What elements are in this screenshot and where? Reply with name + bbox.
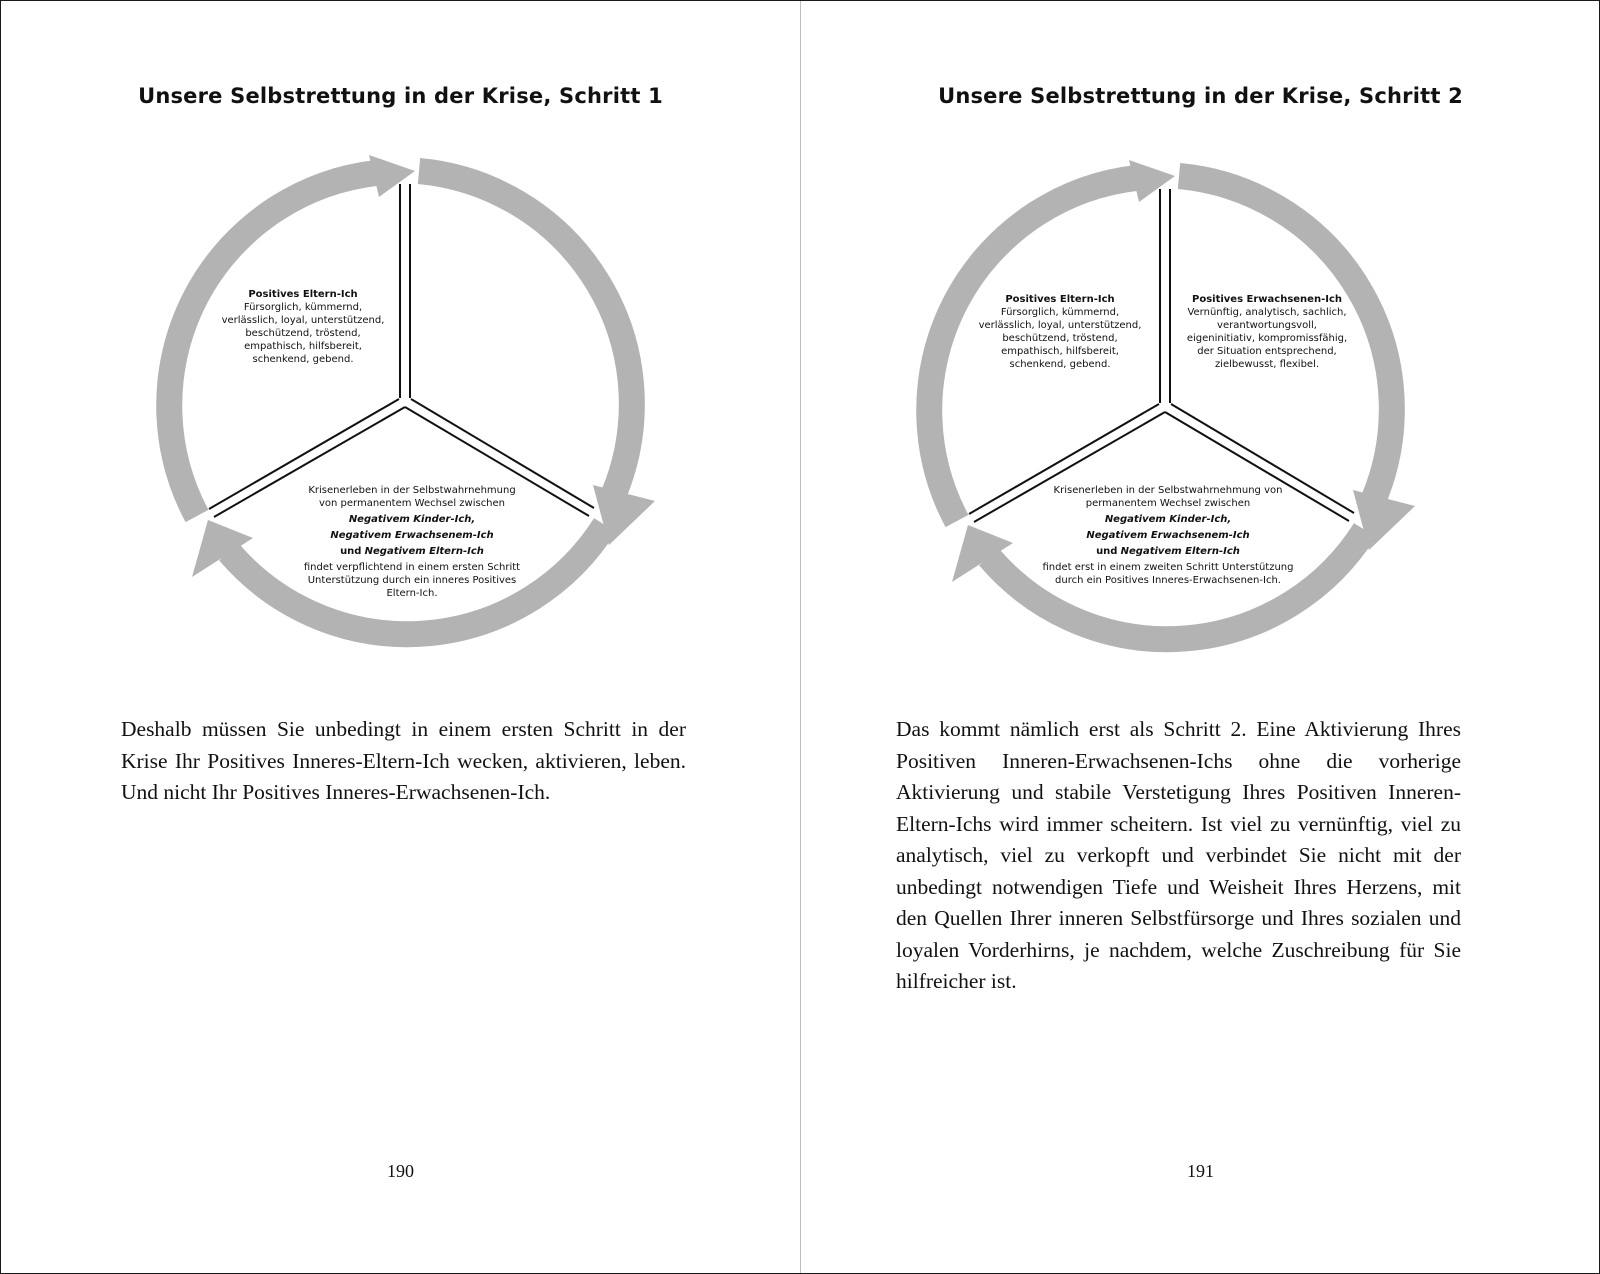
diagram-heading: Unsere Selbstrettung in der Krise, Schritt 2	[938, 84, 1463, 108]
page-number: 191	[1187, 1161, 1214, 1181]
body-paragraph: Das kommt nämlich erst als Schritt 2. Eine Aktivierung Ihres Positiven Inneren-Erwachsenen-Ichs ohne die vorherige Aktivierung und stabile Verstetigung Ihres Positiven Inneren-Eltern-Ichs wird immer scheitern. Ist viel zu vernünftig, viel zu analytisch, viel zu verkopft und verbindet Sie nicht mit der unbedingt notwendigen Tiefe und Weisheit Ihres Herzens, mit den Quellen Ihrer inneren Selbstfürsorge und Ihres sozialen und loyalen Vorderhirns, je nachdem, welche Zuschreibung für Sie hilfreicher ist.	[896, 717, 1461, 993]
adult-box-line: Vernünftig, analytisch, sachlich,	[1187, 307, 1347, 318]
adult-box-line: zielbewusst, flexibel.	[1214, 359, 1320, 370]
parent-box-line: Fürsorglich, kümmernd,	[1000, 307, 1120, 318]
parent-box-line: beschützend, tröstend,	[1002, 333, 1118, 344]
arrow-head-top	[1129, 160, 1175, 202]
crisis-box-line: durch ein Positives Inneres-Erwachsenen-Ich.	[1055, 575, 1281, 586]
adult-box-line: der Situation entsprechend,	[1197, 346, 1337, 357]
parent-box-line: empathisch, hilfsbereit,	[1001, 346, 1119, 357]
crisis-box-line: findet verpflichtend in einem ersten Schritt	[303, 562, 521, 573]
page-number: 190	[387, 1161, 414, 1181]
crisis-box-und: und	[1096, 546, 1118, 557]
parent-box-line: beschützend, tröstend,	[245, 328, 361, 339]
parent-box	[963, 293, 1157, 371]
crisis-box-line: findet erst in einem zweiten Schritt Unterstützung	[1042, 562, 1294, 573]
right-page	[801, 1, 1600, 1273]
parent-box-line: verlässlich, loyal, unterstützend,	[978, 320, 1142, 331]
adult-box-line: verantwortungsvoll,	[1217, 320, 1317, 331]
crisis-box-line: von permanentem Wechsel zwischen	[318, 498, 506, 509]
parent-box-line: schenkend, gebend.	[252, 354, 354, 365]
parent-box	[203, 288, 403, 366]
crisis-box-und-line	[275, 545, 549, 558]
adult-box-title: Positives Erwachsenen-Ich	[1192, 294, 1342, 305]
parent-box-line: empathisch, hilfsbereit,	[244, 341, 362, 352]
crisis-box-und: und	[340, 546, 362, 557]
crisis-box-emphasis: Negativem Eltern-Ich	[364, 546, 484, 557]
crisis-box-emphasis: Negativem Kinder-Ich,	[1104, 514, 1232, 525]
crisis-box-line: Krisenerleben in der Selbstwahrnehmung von	[1053, 485, 1283, 496]
crisis-box-emphasis: Negativem Erwachsenem-Ich	[330, 530, 494, 541]
parent-box-line: verlässlich, loyal, unterstützend,	[221, 315, 385, 326]
parent-box-title: Positives Eltern-Ich	[248, 289, 358, 300]
crisis-box-emphasis: Negativem Erwachsenem-Ich	[1086, 530, 1250, 541]
parent-box-title: Positives Eltern-Ich	[1005, 294, 1115, 305]
crisis-box-line: permanentem Wechsel zwischen	[1085, 498, 1251, 509]
crisis-box-line: Unterstützung durch ein inneres Positives	[307, 575, 517, 586]
arrow-head-top	[369, 155, 415, 197]
arrow-top-right	[419, 171, 632, 496]
parent-box-line: schenkend, gebend.	[1009, 359, 1111, 370]
crisis-box-und-line	[1023, 545, 1313, 558]
crisis-box-line: Krisenerleben in der Selbstwahrnehmung	[308, 485, 516, 496]
parent-box-line: Fürsorglich, kümmernd,	[243, 302, 363, 313]
crisis-box-emphasis: Negativem Eltern-Ich	[1120, 546, 1240, 557]
adult-box	[1173, 293, 1361, 371]
crisis-box	[275, 484, 549, 600]
body-paragraph: Deshalb müssen Sie unbedingt in einem ersten Schritt in der Krise Ihr Positives Inneres-Eltern-Ich wecken, aktivieren, leben. Und nicht Ihr Positives Inneres-Erwachsenen-Ich.	[121, 717, 686, 804]
crisis-box-emphasis: Negativem Kinder-Ich,	[348, 514, 476, 525]
left-page	[1, 1, 800, 1273]
adult-box-line: eigeninitiativ, kompromissfähig,	[1186, 333, 1348, 344]
diagram-heading: Unsere Selbstrettung in der Krise, Schritt 1	[138, 84, 663, 108]
crisis-box	[1023, 484, 1313, 587]
crisis-box-line: Eltern-Ich.	[386, 588, 438, 599]
